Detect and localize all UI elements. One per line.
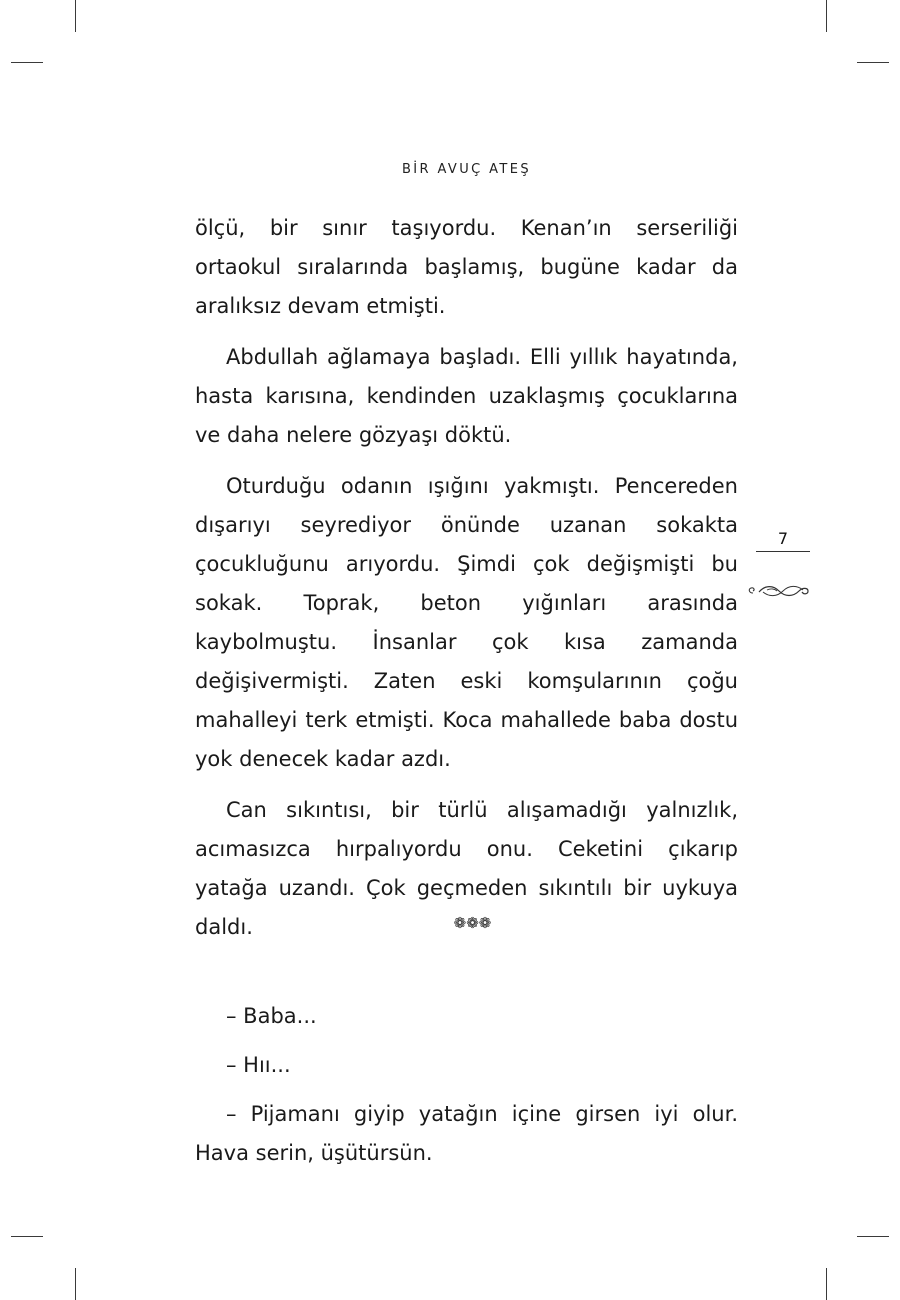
paragraph: Can sıkıntısı, bir türlü alışamadığı yalnızlık, acımasızca hırpalıyordu onu. Ceketini çıkarıp yatağa uzandı. Çok geçmeden sıkıntılı bir uykuya daldı. (195, 798, 738, 939)
crop-mark-right-bottom (857, 1236, 889, 1237)
crop-mark-top-left (75, 0, 76, 32)
crop-mark-bottom-left (75, 1268, 76, 1300)
dialogue-block (195, 997, 738, 1173)
crop-mark-right-top (857, 62, 889, 63)
paragraph: ölçü, bir sınır taşıyordu. Kenan’ın serseriliği ortaokul sıralarında başlamış, bugüne kadar da aralıksız devam etmişti. (195, 216, 738, 318)
crop-mark-left-top (11, 62, 43, 63)
dialogue-line: – Pijamanı giyip yatağın içine girsen iyi olur. Hava serin, üşütürsün. (195, 1102, 738, 1165)
folio-rule (756, 551, 810, 552)
crop-mark-bottom-right (826, 1268, 827, 1300)
body-text (195, 209, 738, 947)
crop-mark-left-bottom (11, 1236, 43, 1237)
flourish-ornament-icon (745, 580, 813, 602)
running-head: BİR AVUÇ ATEŞ (401, 162, 532, 177)
dialogue-line: – Hıı... (226, 1053, 291, 1077)
page-folio (756, 528, 810, 552)
crop-mark-top-right (826, 0, 827, 32)
page-number: 7 (777, 529, 789, 548)
dialogue-line: – Baba... (226, 1004, 317, 1028)
paragraph: Abdullah ağlamaya başladı. Elli yıllık hayatında, hasta karısına, kendinden uzaklaşmış çocuklarına ve daha nelere gözyaşı döktü. (195, 345, 738, 447)
paragraph: Oturduğu odanın ışığını yakmıştı. Pencereden dışarıyı seyrediyor önünde uzanan sokakta çocukluğunu arıyordu. Şimdi çok değişmişti bu sokak. Toprak, beton yığınları arasında kaybolmuştu. İnsanlar çok kısa zamanda değişivermişti. Zaten eski komşularının çoğu mahalleyi terk etmişti. Koca mahallede baba dostu yok denecek kadar azdı. (195, 474, 738, 771)
section-break-ornament: ❁❁❁ (453, 914, 492, 932)
